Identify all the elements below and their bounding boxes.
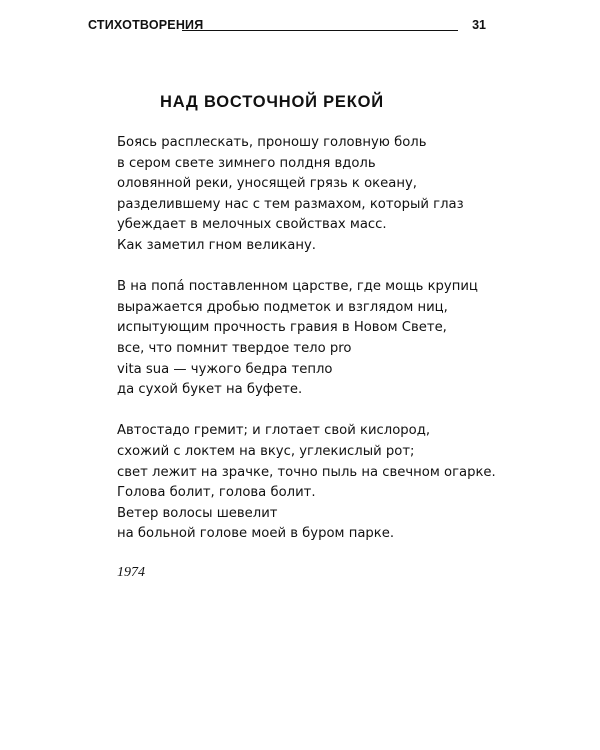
poem-line: да сухой букет на буфете. xyxy=(117,382,303,398)
poem-line: Боясь расплескать, проношу головную боль xyxy=(117,135,427,150)
poem-line: в сером свете зимнего полдня вдоль xyxy=(117,155,376,171)
poem-line: Как заметил гном великану. xyxy=(117,237,316,253)
poem-line: Автостадо гремит; и глотает свой кислород, xyxy=(117,423,431,439)
poem-line: разделившему нас с тем размахом, который глаз xyxy=(117,196,464,212)
running-header xyxy=(88,17,488,37)
page-number: 31 xyxy=(472,18,486,32)
poem-line: испытующим прочность гравия в Новом Свете, xyxy=(117,320,447,336)
poem-year: 1974 xyxy=(117,565,145,581)
poem-line: убеждает в мелочных свойствах масс. xyxy=(117,217,387,233)
stanza-1 xyxy=(117,133,537,257)
stanza-2 xyxy=(117,277,537,401)
stanza-3 xyxy=(117,421,537,545)
poem-line: оловянной реки, уносящей грязь к океану, xyxy=(117,176,417,192)
poem-line: vita sua — чужого бедра тепло xyxy=(117,361,333,377)
poem-line: на больной голове моей в буром парке. xyxy=(117,526,395,542)
poem-line: В на попá поставленном царстве, где мощь крупиц xyxy=(117,279,478,295)
poem-body xyxy=(117,133,537,583)
poem-line: Голова болит, голова болит. xyxy=(117,485,316,501)
header-rule xyxy=(182,30,458,31)
poem-line: выражается дробью подметок и взглядом ниц, xyxy=(117,299,448,315)
poem-line: все, что помнит твердое тело pro xyxy=(117,340,352,356)
poem-line: свет лежит на зрачке, точно пыль на свечном огарке. xyxy=(117,464,496,480)
poem-title: НАД ВОСТОЧНОЙ РЕКОЙ xyxy=(160,93,384,111)
poem-line: схожий с локтем на вкус, углекислый рот; xyxy=(117,443,415,459)
section-title: СТИХОТВОРЕНИЯ xyxy=(88,18,204,32)
poem-line: Ветер волосы шевелит xyxy=(117,505,278,521)
